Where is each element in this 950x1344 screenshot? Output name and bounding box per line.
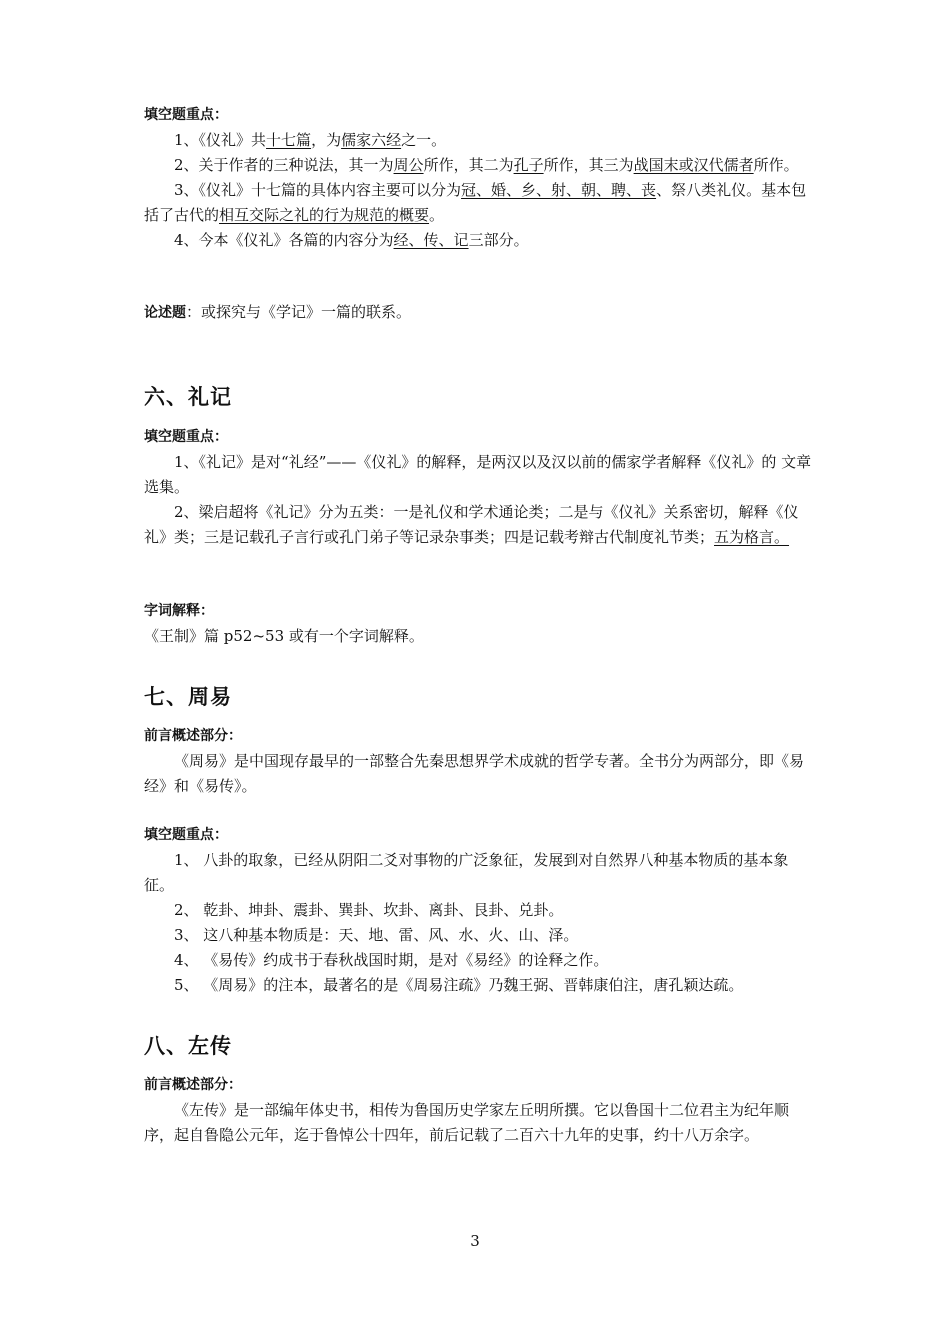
yili-item-3: 3、《仪礼》十七篇的具体内容主要可以分为冠、婚、乡、射、朝、聘、丧、祭八类礼仪。基本包括了古代的相互交际之礼的行为规范的概要。	[144, 181, 807, 224]
intro-label: 前言概述部分：	[144, 1077, 242, 1093]
yili-essay	[144, 300, 812, 326]
section-heading-liji: 六、礼记	[144, 385, 232, 409]
word-explain-label: 字词解释：	[144, 603, 214, 619]
zhouyi-item-5: 5、 《周易》的注本，最著名的是《周易注疏》乃魏王弼、晋韩康伯注，唐孔颖达疏。	[174, 976, 744, 994]
liji-item-1: 1、《礼记》是对“礼经”——《仪礼》的解释，是两汉以及汉以前的儒家学者解释《仪礼》的 文章选集。	[144, 453, 812, 496]
fill-blank-label: 填空题重点：	[144, 429, 228, 445]
zhouyi-fill-block	[144, 823, 812, 998]
section-heading-zhouyi: 七、周易	[144, 685, 232, 709]
intro-label: 前言概述部分：	[144, 728, 242, 744]
essay-text: ：或探究与《学记》一篇的联系。	[186, 303, 412, 321]
zuozhuan-intro-block	[144, 1073, 812, 1148]
zhouyi-intro-block	[144, 724, 812, 799]
fill-blank-label: 填空题重点：	[144, 107, 228, 123]
fill-blank-label: 填空题重点：	[144, 827, 228, 843]
liji-word-block	[144, 599, 812, 649]
zuozhuan-intro-text: 《左传》是一部编年体史书，相传为鲁国历史学家左丘明所撰。它以鲁国十二位君主为纪年顺序，起自鲁隐公元年，迄于鲁悼公十四年，前后记载了二百六十九年的史事，约十八万余字。	[144, 1101, 790, 1144]
essay-label: 论述题	[144, 305, 186, 321]
yili-item-4: 4、今本《仪礼》各篇的内容分为经、传、记三部分。	[174, 231, 529, 249]
zhouyi-item-3: 3、 这八种基本物质是：天、地、雷、风、水、火、山、泽。	[174, 926, 579, 944]
zhouyi-intro-text: 《周易》是中国现存最早的一部整合先秦思想界学术成就的哲学专著。全书分为两部分，即《易经》和《易传》。	[144, 752, 805, 795]
yili-fill-block	[144, 103, 812, 253]
page-number: 3	[470, 1232, 480, 1250]
liji-fill-block	[144, 425, 812, 550]
zhouyi-item-2: 2、 乾卦、坤卦、震卦、巽卦、坎卦、离卦、艮卦、兑卦。	[174, 901, 564, 919]
yili-item-2: 2、关于作者的三种说法，其一为周公所作，其二为孔子所作，其三为战国末或汉代儒者所作。	[174, 156, 799, 174]
yili-item-1: 1、《仪礼》共十七篇，为儒家六经之一。	[174, 131, 447, 149]
section-heading-zuozhuan: 八、左传	[144, 1034, 232, 1058]
word-explain-text: 《王制》篇 p52~53 或有一个字词解释。	[144, 627, 424, 645]
liji-item-2: 2、梁启超将《礼记》分为五类：一是礼仪和学术通论类；二是与《仪礼》关系密切，解释《仪礼》类；三是记载孔子言行或孔门弟子等记录杂事类；四是记载考辩古代制度礼节类；五为格言。	[144, 503, 799, 546]
zhouyi-item-4: 4、 《易传》约成书于春秋战国时期，是对《易经》的诠释之作。	[174, 951, 609, 969]
zhouyi-item-1: 1、 八卦的取象，已经从阴阳二爻对事物的广泛象征，发展到对自然界八种基本物质的基本象征。	[144, 851, 789, 894]
